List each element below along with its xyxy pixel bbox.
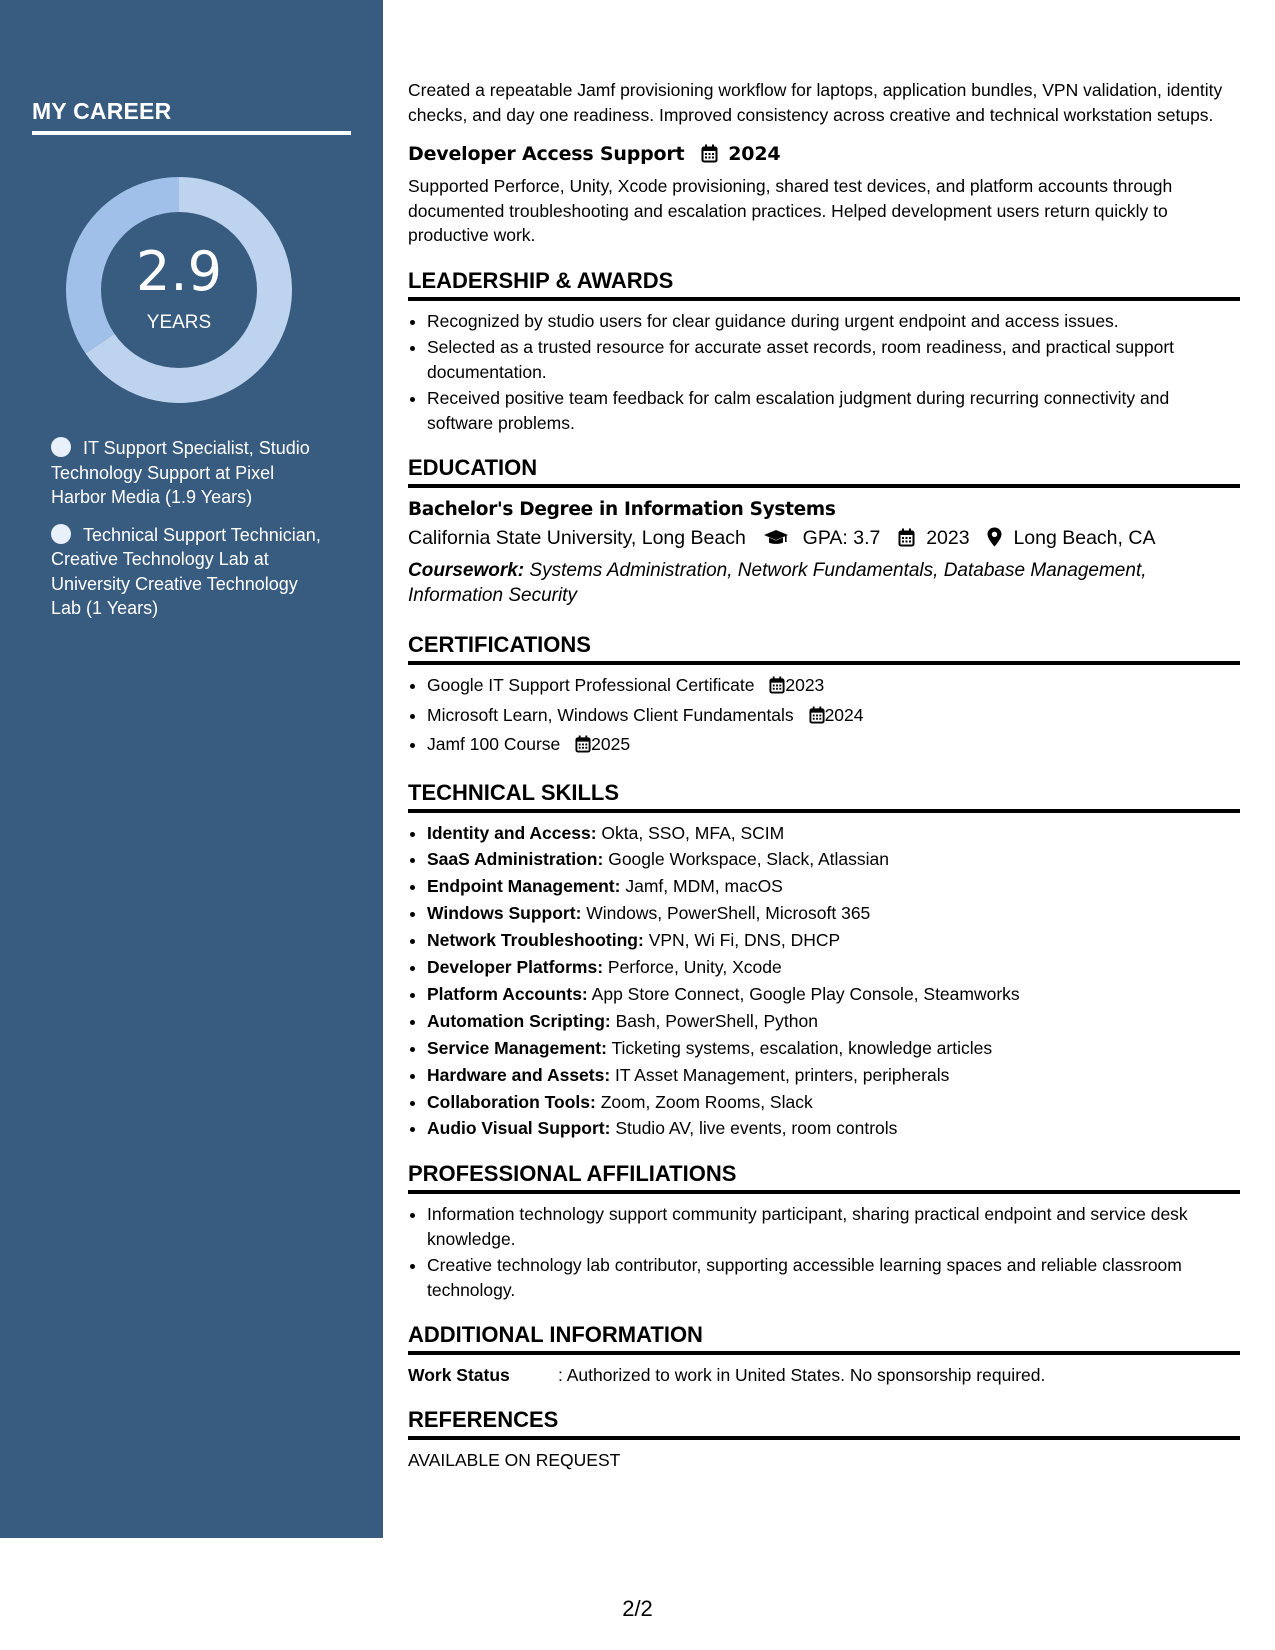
page-number: 2/2 bbox=[622, 1596, 653, 1621]
list-item: • Selected as a trusted resource for accurate asset records, room readiness, and practical support documentation. bbox=[427, 335, 1240, 384]
role-heading bbox=[408, 141, 1240, 170]
bullet-dot-icon bbox=[51, 524, 71, 544]
skill-value: Jamf, MDM, macOS bbox=[625, 876, 783, 897]
skills-list bbox=[408, 821, 1240, 1142]
skill-label: Hardware and Assets: bbox=[427, 1064, 611, 1085]
gpa: GPA: 3.7 bbox=[802, 527, 881, 549]
certification-year: 2025 bbox=[591, 734, 631, 754]
list-item bbox=[427, 673, 1240, 701]
certification-year: 2024 bbox=[824, 704, 864, 725]
skill-item bbox=[427, 1036, 1240, 1061]
skill-label: Identity and Access: bbox=[427, 822, 597, 843]
sidebar bbox=[0, 0, 383, 1538]
role-title: Developer Access Support bbox=[408, 143, 685, 165]
location: Long Beach, CA bbox=[1013, 527, 1156, 549]
skill-label: Platform Accounts: bbox=[427, 983, 588, 1004]
coursework-label: Coursework: bbox=[408, 560, 525, 581]
section-title-additional: ADDITIONAL INFORMATION bbox=[408, 1322, 1240, 1355]
skill-label: Collaboration Tools: bbox=[427, 1091, 596, 1112]
total-years-value: 2.9 bbox=[136, 240, 222, 303]
skill-label: SaaS Administration: bbox=[427, 849, 604, 870]
education-details bbox=[408, 523, 1240, 556]
skill-item bbox=[427, 847, 1240, 872]
list-item: • Creative technology lab contributor, supporting accessible learning spaces and reliable classroom technology. bbox=[427, 1253, 1240, 1302]
list-item: • Received positive team feedback for calm escalation judgment during recurring connectivity and software problems. bbox=[427, 386, 1240, 435]
section-title-certifications: CERTIFICATIONS bbox=[408, 632, 1240, 665]
degree: Bachelor's Degree in Information Systems bbox=[408, 499, 836, 520]
list-item: • Information technology support community participant, sharing practical endpoint and service desk knowledge. bbox=[427, 1202, 1240, 1251]
career-item-text: IT Support Specialist, Studio Technology Support at Pixel Harbor Media (1.9 Years) bbox=[51, 438, 310, 507]
section-title-skills: TECHNICAL SKILLS bbox=[408, 780, 1240, 813]
skill-value: IT Asset Management, printers, peripherals bbox=[615, 1064, 950, 1085]
main-content bbox=[408, 78, 1240, 1473]
calendar-icon bbox=[575, 735, 591, 760]
list-item: • Recognized by studio users for clear guidance during urgent endpoint and access issues. bbox=[427, 309, 1240, 334]
skill-item bbox=[427, 821, 1240, 846]
certification-name: Jamf 100 Course bbox=[427, 734, 561, 754]
skill-item bbox=[427, 982, 1240, 1007]
location-pin-icon bbox=[987, 526, 1002, 556]
skill-item bbox=[427, 1063, 1240, 1088]
role-year: 2024 bbox=[728, 143, 781, 165]
bullet-dot-icon bbox=[51, 437, 71, 457]
skill-item bbox=[427, 1116, 1240, 1141]
skill-value: Ticketing systems, escalation, knowledge articles bbox=[611, 1037, 993, 1058]
skill-item bbox=[427, 1009, 1240, 1034]
certification-year: 2023 bbox=[785, 675, 825, 695]
section-title-affiliations: PROFESSIONAL AFFILIATIONS bbox=[408, 1161, 1240, 1194]
skill-item bbox=[427, 955, 1240, 980]
calendar-icon bbox=[809, 706, 825, 731]
skill-label: Windows Support: bbox=[427, 903, 582, 924]
graduation-year: 2023 bbox=[926, 527, 970, 549]
list-item bbox=[427, 703, 1240, 731]
skill-item bbox=[427, 1090, 1240, 1115]
coursework bbox=[408, 558, 1240, 608]
section-title-references: REFERENCES bbox=[408, 1407, 1240, 1440]
experience-intro: Created a repeatable Jamf provisioning workflow for laptops, application bundles, VPN validation, identity checks, and day one readiness. Improved consistency across creative and technical workstation setups. bbox=[408, 80, 1223, 125]
graduation-cap-icon bbox=[763, 526, 789, 556]
section-title-leadership: LEADERSHIP & AWARDS bbox=[408, 268, 1240, 301]
skill-value: App Store Connect, Google Play Console, Steamworks bbox=[591, 983, 1020, 1004]
certification-name: Google IT Support Professional Certificate bbox=[427, 675, 755, 695]
list-item bbox=[427, 732, 1240, 760]
work-status-value: : Authorized to work in United States. No sponsorship required. bbox=[558, 1365, 1046, 1386]
references-text: AVAILABLE ON REQUEST bbox=[408, 1450, 621, 1471]
work-status-row bbox=[408, 1363, 1240, 1387]
affiliations-list bbox=[408, 1202, 1240, 1302]
skill-value: Zoom, Zoom Rooms, Slack bbox=[600, 1091, 813, 1112]
skill-label: Endpoint Management: bbox=[427, 876, 621, 897]
certifications-list bbox=[408, 673, 1240, 760]
skill-value: Okta, SSO, MFA, SCIM bbox=[601, 822, 785, 843]
role-description: Supported Perforce, Unity, Xcode provisioning, shared test devices, and platform accounts through documented troubleshooting and escalation practices. Helped development users return quickly to productive work. bbox=[408, 176, 1173, 245]
calendar-icon bbox=[701, 144, 718, 170]
school: California State University, Long Beach bbox=[408, 527, 746, 549]
coursework-list: Systems Administration, Network Fundamentals, Database Management, Information Security bbox=[408, 560, 1147, 606]
skill-label: Automation Scripting: bbox=[427, 1010, 611, 1031]
skill-item bbox=[427, 874, 1240, 899]
skill-value: Bash, PowerShell, Python bbox=[615, 1010, 818, 1031]
career-list bbox=[51, 436, 331, 634]
skill-label: Developer Platforms: bbox=[427, 957, 604, 978]
work-status-label: Work Status bbox=[408, 1365, 510, 1386]
skill-value: Perforce, Unity, Xcode bbox=[607, 957, 782, 978]
skill-value: VPN, Wi Fi, DNS, DHCP bbox=[648, 930, 841, 951]
skill-label: Service Management: bbox=[427, 1037, 607, 1058]
skill-value: Studio AV, live events, room controls bbox=[615, 1118, 898, 1139]
skill-label: Network Troubleshooting: bbox=[427, 930, 644, 951]
total-years-unit: YEARS bbox=[146, 312, 212, 333]
calendar-icon bbox=[769, 676, 785, 701]
skill-item bbox=[427, 901, 1240, 926]
skill-label: Audio Visual Support: bbox=[427, 1118, 611, 1139]
career-item bbox=[51, 523, 331, 621]
skill-value: Google Workspace, Slack, Atlassian bbox=[608, 849, 889, 870]
skill-item bbox=[427, 928, 1240, 953]
leadership-list bbox=[408, 309, 1240, 436]
career-item-text: Technical Support Technician, Creative Technology Lab at University Creative Technology Lab (1 Years) bbox=[51, 524, 321, 618]
skill-value: Windows, PowerShell, Microsoft 365 bbox=[586, 903, 871, 924]
career-item bbox=[51, 436, 331, 510]
section-title-education: EDUCATION bbox=[408, 455, 1240, 488]
certification-name: Microsoft Learn, Windows Client Fundamentals bbox=[427, 704, 794, 725]
calendar-icon bbox=[898, 526, 915, 556]
sidebar-title: MY CAREER bbox=[32, 98, 351, 135]
